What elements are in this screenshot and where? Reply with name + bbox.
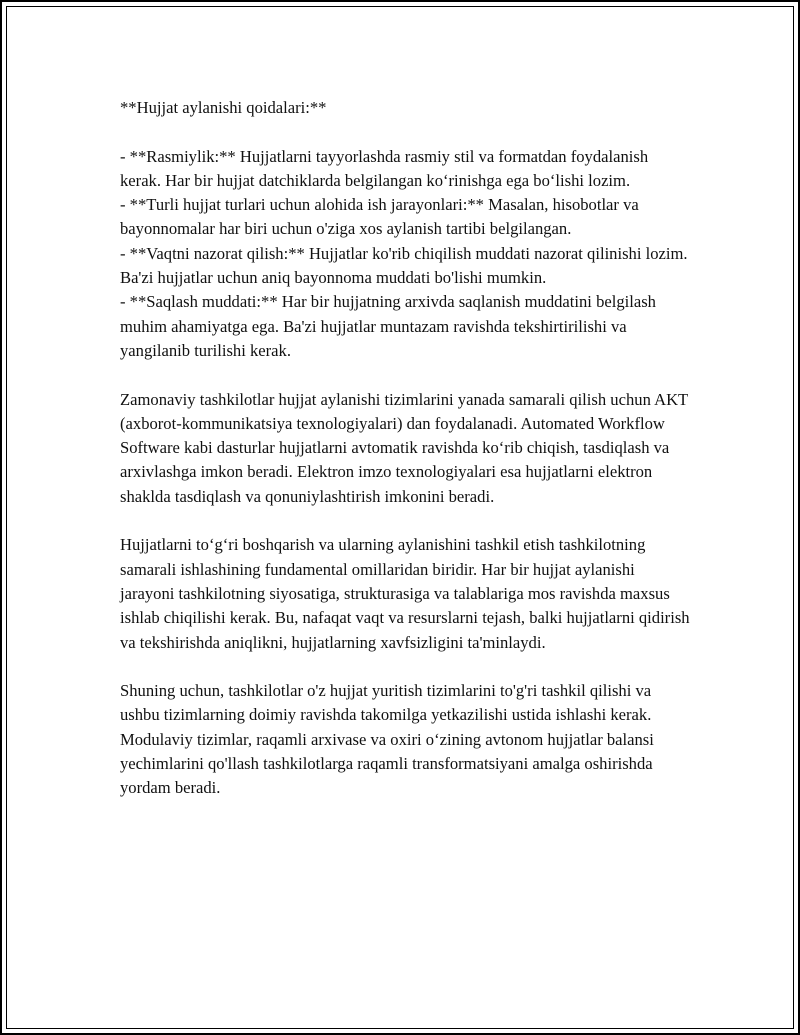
document-body <box>120 96 690 801</box>
rules-heading: **Hujjat aylanishi qoidalari:** <box>120 98 327 117</box>
rule-item-time-control: - **Vaqtni nazorat qilish:** Hujjatlar ko'rib chiqilish muddati nazorat qilinishi lozim. Ba'zi hujjatlar uchun aniq bayonnoma muddati bo'lishi mumkin. <box>120 243 688 288</box>
rules-list <box>120 145 690 364</box>
rule-item-formality: - **Rasmiylik:** Hujjatlarni tayyorlashda rasmiy stil va formatdan foydalanish kerak. Har bir hujjat datchiklarda belgilangan ko‘rinishga ega bo‘lishi lozim. <box>120 146 649 190</box>
rule-item-retention: - **Saqlash muddati:** Har bir hujjatning arxivda saqlanish muddatini belgilash muhim ahamiyatga ega. Ba'zi hujjatlar muntazam ravishda tekshirtirilishi va yangilanib turilishi kerak. <box>120 292 656 360</box>
rule-item-workflows: - **Turli hujjat turlari uchun alohida ish jarayonlari:** Masalan, hisobotlar va bayonnomalar har biri uchun o'ziga xos aylanish tartibi belgilangan. <box>120 195 639 239</box>
paragraph-ict: Zamonaviy tashkilotlar hujjat aylanishi tizimlarini yanada samarali qilish uchun AKT (axborot-kommunikatsiya texnologiyalari) dan foydalanadi. Automated Workflow Software kabi dasturlar hujjatlarni avtomatik ravishda ko‘rib chiqish, tasdiqlash va arxivlashga imkon beradi. Elektron imzo texnologiyalari esa hujjatlarni elektron shaklda tasdiqlash va qonuniylashtirish imkonini beradi. <box>120 389 688 506</box>
paragraph-management: Hujjatlarni to‘g‘ri boshqarish va ularning aylanishini tashkil etish tashkilotning samarali ishlashining fundamental omillaridan biridir. Har bir hujjat aylanishi jarayoni tashkilotning siyosatiga, strukturasiga va talablariga mos ravishda maxsus ishlab chiqilishi kerak. Bu, nafaqat vaqt va resurslarni tejash, balki hujjatlarni qidirish va tekshirishda aniqlikni, hujjatlarning xavfsizligini ta'minlaydi. <box>120 535 690 652</box>
paragraph-conclusion: Shuning uchun, tashkilotlar o'z hujjat yuritish tizimlarini to'g'ri tashkil qilishi va ushbu tizimlarning doimiy ravishda takomilga yetkazilishi ustida ishlashi kerak. Modulaviy tizimlar, raqamli arxivase va oxiri o‘zining avtonom hujjatlar balansi yechimlarini qo'llash tashkilotlarga raqamli transformatsiyani amalga oshirishda yordam beradi. <box>120 681 654 798</box>
